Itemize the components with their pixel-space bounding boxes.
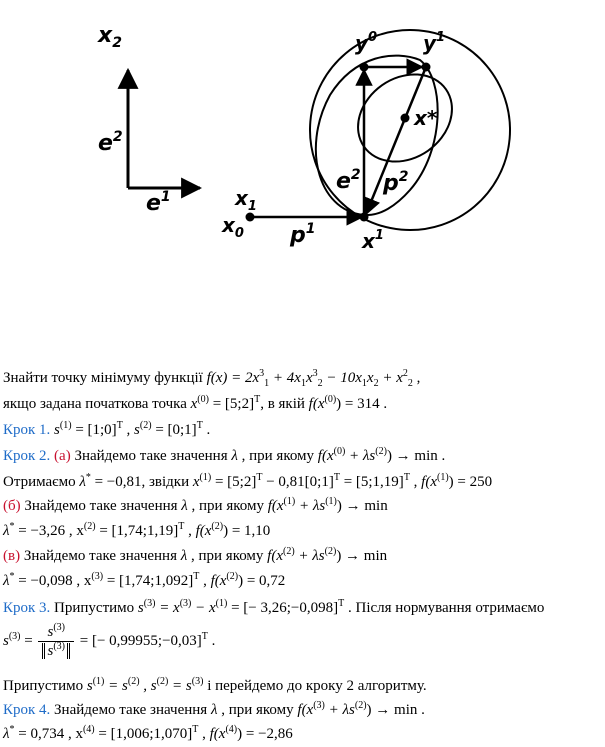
step-4-label: Крок 4. [3, 702, 51, 718]
step-1: Крок 1. $s^{(1)}$ = [1;0]$^T$ , $s^{(2)}$ = [0;1]$^T$ . [3, 420, 211, 438]
step-3: Крок 3. Припустимо $s^{(3)} = x^{(3)} - x^{(1)}$ = [− 3,26;−0,098]$^T$ . Після нормування отримаємо [3, 598, 545, 616]
label-p2: $p^2$ [383, 169, 409, 196]
label-x2: $x_2$ [98, 23, 122, 51]
label-x0: $x_0$ [222, 213, 244, 241]
normalization-fraction: $\frac{s^{(3)}}{s^{(3)}}$ [38, 623, 74, 660]
step-2-label: Крок 2. [3, 448, 51, 464]
step-3-label: Крок 3. [3, 600, 51, 616]
step-4-result: λ* = 0,734 , $x^{(4)}$ = [1,006;1,070]$^T$ , $f(x^{(4)}) = -2,86$ [3, 724, 293, 742]
step-1-label: Крок 1. [3, 422, 51, 438]
step-2b: (б) Знайдемо таке значення λ , при якому $f(x^{(1)} + \lambda s^{(1)}) \to \min$ [3, 496, 388, 514]
step-2a-result: Отримаємо λ* = −0,81, звідки $x^{(1)}$ = [5;2]$^T$ − 0,81[0;1]$^T$ = [5;1,19]$^T$ , $f(x^{(1)}) = 250$ [3, 472, 493, 490]
point-x1 [360, 213, 369, 222]
step-2c: (в) Знайдемо таке значення λ , при якому $f(x^{(2)} + \lambda s^{(2)}) \to \min$ [3, 546, 388, 564]
mark-c: (в) [3, 548, 21, 564]
mark-b: (б) [3, 498, 21, 514]
step-2c-result: λ* = −0,098 , $x^{(3)}$ = [1,74;1,092]$^T$ , $f(x^{(2)}) = 0,72$ [3, 571, 286, 589]
label-x1-axis: $x_1$ [235, 186, 257, 214]
label-e2: $e^2$ [98, 129, 123, 156]
label-p1: $p^1$ [290, 221, 316, 248]
step-4: Крок 4. Знайдемо таке значення λ , при якому $f(x^{(3)} + \lambda s^{(2)}) \to \min$ . [3, 700, 425, 718]
point-xstar [401, 114, 410, 123]
point-y0 [360, 63, 369, 72]
label-xs1: $x^1$ [362, 228, 384, 253]
point-y1 [422, 63, 431, 72]
normalization: $s^{(3)}$ = $\frac{s^{(3)}}{s^{(3)}}$ = [− 0,99955;−0,03]$^T$ . [3, 622, 216, 659]
label-e1: $e^1$ [146, 189, 171, 216]
mark-a: (а) [54, 448, 71, 464]
label-xstar: x* [414, 106, 438, 130]
label-e2-path: $e^2$ [336, 167, 361, 194]
problem-statement: Знайти точку мінімуму функції $f(x) = 2x^3_1 + 4x_1x^3_2 - 10x_1x_2 + x^2_2$ , [3, 368, 421, 389]
reassign-directions: Припустимо $s^{(1)} = s^{(2)}$ , $s^{(2)} = s^{(3)}$ і перейдемо до кроку 2 алгоритму. [3, 676, 427, 694]
step-2b-result: λ* = −3,26 , $x^{(2)}$ = [1,74;1,19]$^T$ , $f(x^{(2)}) = 1,10$ [3, 521, 271, 539]
initial-point: якщо задана початкова точка $x^{(0)}$ = [5;2]$^T$, в якій $f(x^{(0)}) = 314$ . [3, 394, 388, 412]
step-2a: Крок 2. (а) Знайдемо таке значення λ , при якому $f(x^{(0)} + \lambda s^{(2)}) \to \min$ . [3, 446, 446, 464]
label-y0: $y^0$ [355, 30, 378, 55]
label-y1: $y^1$ [423, 30, 446, 55]
level-curve-middle [316, 56, 438, 215]
method-diagram [0, 0, 605, 345]
